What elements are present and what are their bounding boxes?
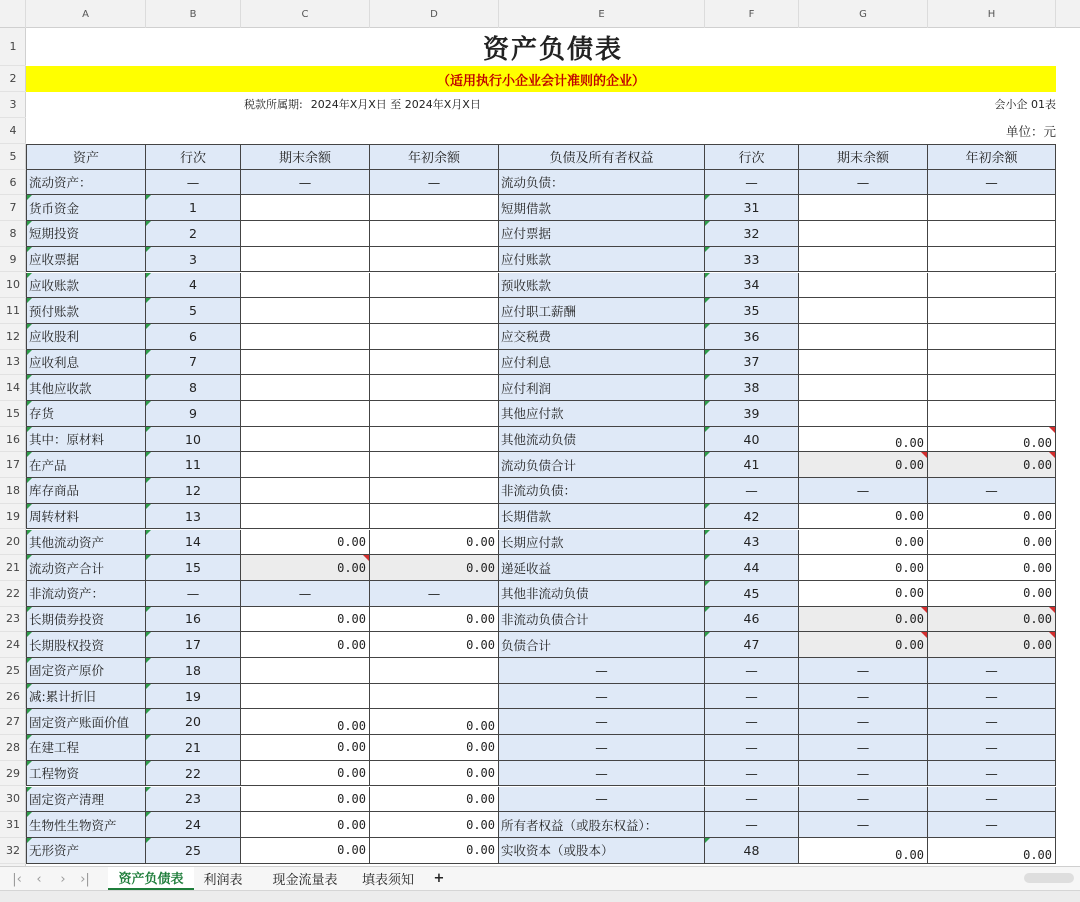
cell-c9[interactable] xyxy=(241,247,370,273)
cell-e27: — xyxy=(499,709,705,735)
cell-c23[interactable]: 0.00 xyxy=(241,607,370,633)
cell-e14: 应付利润 xyxy=(499,375,705,401)
cell-f12: 36 xyxy=(705,324,799,350)
cell-c24[interactable]: 0.00 xyxy=(241,632,370,658)
cell-e29: — xyxy=(499,761,705,787)
cell-c28[interactable]: 0.00 xyxy=(241,735,370,761)
cell-g12[interactable] xyxy=(799,324,928,350)
cell-e10: 预收账款 xyxy=(499,273,705,299)
cell-e25: — xyxy=(499,658,705,684)
cell-g8[interactable] xyxy=(799,221,928,247)
cell-h28[interactable]: — xyxy=(928,735,1056,761)
cell-d29[interactable]: 0.00 xyxy=(370,761,499,787)
select-all-corner[interactable] xyxy=(0,0,26,28)
cell-h18[interactable]: — xyxy=(928,478,1056,504)
row-header-21[interactable]: 21 xyxy=(0,555,26,581)
cell-h26[interactable]: — xyxy=(928,684,1056,710)
cell-g21[interactable]: 0.00 xyxy=(799,555,928,581)
cell-b18: 12 xyxy=(146,478,241,504)
cell-b10: 4 xyxy=(146,273,241,299)
row-header-16[interactable]: 16 xyxy=(0,427,26,453)
cell-f31: — xyxy=(705,812,799,838)
cell-d6[interactable]: — xyxy=(370,170,499,196)
cell-g19[interactable]: 0.00 xyxy=(799,504,928,530)
cell-d17[interactable] xyxy=(370,452,499,478)
cell-b11: 5 xyxy=(146,298,241,324)
cell-f6: — xyxy=(705,170,799,196)
cell-c10[interactable] xyxy=(241,273,370,299)
cell-d7[interactable] xyxy=(370,195,499,221)
cell-b28: 21 xyxy=(146,735,241,761)
cell-a15: 存货 xyxy=(26,401,146,427)
cell-a11: 预付账款 xyxy=(26,298,146,324)
column-header-h[interactable]: H xyxy=(928,0,1056,28)
row-header-10[interactable]: 10 xyxy=(0,273,26,299)
cell-d15[interactable] xyxy=(370,401,499,427)
cell-c6[interactable]: — xyxy=(241,170,370,196)
cell-e17: 流动负债合计 xyxy=(499,452,705,478)
cell-f26: — xyxy=(705,684,799,710)
cell-b31: 24 xyxy=(146,812,241,838)
cell-e15: 其他应付款 xyxy=(499,401,705,427)
cell-h16[interactable]: 0.00 xyxy=(928,427,1056,453)
tax-period xyxy=(244,94,481,114)
cell-a32: 无形资产 xyxy=(26,838,146,864)
cell-f16: 40 xyxy=(705,427,799,453)
cell-h22[interactable]: 0.00 xyxy=(928,581,1056,607)
cell-h20[interactable]: 0.00 xyxy=(928,530,1056,556)
cell-a25: 固定资产原价 xyxy=(26,658,146,684)
row-header-13[interactable]: 13 xyxy=(0,350,26,376)
cell-d25[interactable] xyxy=(370,658,499,684)
cell-a14: 其他应收款 xyxy=(26,375,146,401)
cell-d24[interactable]: 0.00 xyxy=(370,632,499,658)
cell-g28[interactable]: — xyxy=(799,735,928,761)
add-sheet-button[interactable]: + xyxy=(433,871,445,886)
cell-g7[interactable] xyxy=(799,195,928,221)
cell-g32[interactable]: 0.00 xyxy=(799,838,928,864)
cell-f15: 39 xyxy=(705,401,799,427)
row-header-7[interactable]: 7 xyxy=(0,195,26,221)
row-header-20[interactable]: 20 xyxy=(0,530,26,556)
cell-d26[interactable] xyxy=(370,684,499,710)
cell-f8: 32 xyxy=(705,221,799,247)
cell-c21[interactable]: 0.00 xyxy=(241,555,370,581)
row-header-11[interactable]: 11 xyxy=(0,298,26,324)
cell-e30: — xyxy=(499,787,705,813)
cell-b32: 25 xyxy=(146,838,241,864)
cell-a23: 长期债券投资 xyxy=(26,607,146,633)
cell-a16: 其中：原材料 xyxy=(26,427,146,453)
row-header-5[interactable]: 5 xyxy=(0,144,26,170)
cell-a30: 固定资产清理 xyxy=(26,787,146,813)
cell-h31[interactable]: — xyxy=(928,812,1056,838)
tab-income-statement[interactable]: 利润表 xyxy=(203,873,243,888)
cell-c12[interactable] xyxy=(241,324,370,350)
cell-c8[interactable] xyxy=(241,221,370,247)
cell-d18[interactable] xyxy=(370,478,499,504)
cell-d8[interactable] xyxy=(370,221,499,247)
cell-c29[interactable]: 0.00 xyxy=(241,761,370,787)
cell-d23[interactable]: 0.00 xyxy=(370,607,499,633)
header-row-no: 行次 xyxy=(146,144,241,170)
cell-b23: 16 xyxy=(146,607,241,633)
cell-g11[interactable] xyxy=(799,298,928,324)
row-header-17[interactable]: 17 xyxy=(0,452,26,478)
cell-h8[interactable] xyxy=(928,221,1056,247)
cell-c7[interactable] xyxy=(241,195,370,221)
cell-f25: — xyxy=(705,658,799,684)
cell-h11[interactable] xyxy=(928,298,1056,324)
cell-g22[interactable]: 0.00 xyxy=(799,581,928,607)
cell-b6: — xyxy=(146,170,241,196)
cell-g24[interactable]: 0.00 xyxy=(799,632,928,658)
cell-h32[interactable]: 0.00 xyxy=(928,838,1056,864)
cell-b27: 20 xyxy=(146,709,241,735)
horizontal-scrollbar[interactable] xyxy=(1024,873,1074,883)
cell-g10[interactable] xyxy=(799,273,928,299)
row-header-4[interactable]: 4 xyxy=(0,118,26,144)
row-header-9[interactable]: 9 xyxy=(0,247,26,273)
row-header-31[interactable]: 31 xyxy=(0,812,26,838)
cell-b26: 19 xyxy=(146,684,241,710)
cell-h27[interactable]: — xyxy=(928,709,1056,735)
cell-a19: 周转材料 xyxy=(26,504,146,530)
cell-h23[interactable]: 0.00 xyxy=(928,607,1056,633)
sheet-tab-bar xyxy=(0,866,1080,890)
cell-h15[interactable] xyxy=(928,401,1056,427)
status-bar xyxy=(0,890,1080,902)
cell-e20: 长期应付款 xyxy=(499,530,705,556)
cell-a20: 其他流动资产 xyxy=(26,530,146,556)
cell-e16: 其他流动负债 xyxy=(499,427,705,453)
cell-d21[interactable]: 0.00 xyxy=(370,555,499,581)
cell-c27[interactable]: 0.00 xyxy=(241,709,370,735)
cell-e23: 非流动负债合计 xyxy=(499,607,705,633)
cell-a9: 应收票据 xyxy=(26,247,146,273)
cell-a17: 在产品 xyxy=(26,452,146,478)
cell-g26[interactable]: — xyxy=(799,684,928,710)
cell-f30: — xyxy=(705,787,799,813)
cell-e22: 其他非流动负债 xyxy=(499,581,705,607)
cell-h25[interactable]: — xyxy=(928,658,1056,684)
cell-e28: — xyxy=(499,735,705,761)
row-header-bar xyxy=(0,28,26,866)
cell-e18: 非流动负债： xyxy=(499,478,705,504)
row-header-19[interactable]: 19 xyxy=(0,504,26,530)
cell-a24: 长期股权投资 xyxy=(26,632,146,658)
cell-c20[interactable]: 0.00 xyxy=(241,530,370,556)
cell-e31: 所有者权益（或股东权益）： xyxy=(499,812,705,838)
row-header-8[interactable]: 8 xyxy=(0,221,26,247)
cell-g9[interactable] xyxy=(799,247,928,273)
cell-h13[interactable] xyxy=(928,350,1056,376)
cell-d31[interactable]: 0.00 xyxy=(370,812,499,838)
cell-g14[interactable] xyxy=(799,375,928,401)
cell-f21: 44 xyxy=(705,555,799,581)
cell-a22: 非流动资产： xyxy=(26,581,146,607)
header-assets: 资产 xyxy=(26,144,146,170)
cell-c14[interactable] xyxy=(241,375,370,401)
column-header-d[interactable]: D xyxy=(370,0,499,28)
cell-b9: 3 xyxy=(146,247,241,273)
cell-g25[interactable]: — xyxy=(799,658,928,684)
row-header-29[interactable]: 29 xyxy=(0,761,26,787)
header-row-no-2: 行次 xyxy=(705,144,799,170)
cell-f20: 43 xyxy=(705,530,799,556)
cell-c22[interactable]: — xyxy=(241,581,370,607)
cell-a7: 货币资金 xyxy=(26,195,146,221)
column-header-e[interactable]: E xyxy=(499,0,705,28)
column-header-f[interactable]: F xyxy=(705,0,799,28)
cell-e6: 流动负债： xyxy=(499,170,705,196)
cell-h9[interactable] xyxy=(928,247,1056,273)
cell-c19[interactable] xyxy=(241,504,370,530)
header-liabilities-equity: 负债及所有者权益 xyxy=(499,144,705,170)
cell-a31: 生物性生物资产 xyxy=(26,812,146,838)
first-sheet-icon[interactable]: |‹ xyxy=(12,871,22,887)
row-header-25[interactable]: 25 xyxy=(0,658,26,684)
column-header-c[interactable]: C xyxy=(241,0,370,28)
cell-c15[interactable] xyxy=(241,401,370,427)
cell-d30[interactable]: 0.00 xyxy=(370,787,499,813)
header-opening-balance: 年初余额 xyxy=(370,144,499,170)
cell-h6[interactable]: — xyxy=(928,170,1056,196)
cell-f17: 41 xyxy=(705,452,799,478)
cell-d10[interactable] xyxy=(370,273,499,299)
cell-h12[interactable] xyxy=(928,324,1056,350)
cell-e24: 负债合计 xyxy=(499,632,705,658)
cell-e8: 应付票据 xyxy=(499,221,705,247)
header-ending-balance: 期末余额 xyxy=(241,144,370,170)
row-header-14[interactable]: 14 xyxy=(0,375,26,401)
cell-g27[interactable]: — xyxy=(799,709,928,735)
cell-d9[interactable] xyxy=(370,247,499,273)
cell-b21: 15 xyxy=(146,555,241,581)
cell-g29[interactable]: — xyxy=(799,761,928,787)
cell-d13[interactable] xyxy=(370,350,499,376)
cell-f11: 35 xyxy=(705,298,799,324)
cell-h30[interactable]: — xyxy=(928,787,1056,813)
cell-f23: 46 xyxy=(705,607,799,633)
cell-g15[interactable] xyxy=(799,401,928,427)
tax-period-label: 税款所属期: xyxy=(244,98,303,111)
cell-c26[interactable] xyxy=(241,684,370,710)
cell-f32: 48 xyxy=(705,838,799,864)
tab-cash-flow[interactable]: 现金流量表 xyxy=(272,873,338,888)
cell-h10[interactable] xyxy=(928,273,1056,299)
cell-b15: 9 xyxy=(146,401,241,427)
sheet-subtitle: （适用执行小企业会计准则的企业） xyxy=(26,66,1056,92)
cell-c32[interactable]: 0.00 xyxy=(241,838,370,864)
cell-h21[interactable]: 0.00 xyxy=(928,555,1056,581)
cell-a28: 在建工程 xyxy=(26,735,146,761)
cell-c30[interactable]: 0.00 xyxy=(241,787,370,813)
cell-g18[interactable]: — xyxy=(799,478,928,504)
cell-f29: — xyxy=(705,761,799,787)
cell-b12: 6 xyxy=(146,324,241,350)
cell-f10: 34 xyxy=(705,273,799,299)
column-header-bar xyxy=(0,0,1080,28)
cell-f27: — xyxy=(705,709,799,735)
cell-d11[interactable] xyxy=(370,298,499,324)
cell-c11[interactable] xyxy=(241,298,370,324)
cell-g30[interactable]: — xyxy=(799,787,928,813)
cell-g16[interactable]: 0.00 xyxy=(799,427,928,453)
cell-a26: 减:累计折旧 xyxy=(26,684,146,710)
cell-b25: 18 xyxy=(146,658,241,684)
cell-e19: 长期借款 xyxy=(499,504,705,530)
cell-b8: 2 xyxy=(146,221,241,247)
cell-f24: 47 xyxy=(705,632,799,658)
next-sheet-icon[interactable]: › xyxy=(60,871,66,887)
row-header-6[interactable]: 6 xyxy=(0,170,26,196)
cell-d28[interactable]: 0.00 xyxy=(370,735,499,761)
cell-g6[interactable]: — xyxy=(799,170,928,196)
cell-f28: — xyxy=(705,735,799,761)
cell-e11: 应付职工薪酬 xyxy=(499,298,705,324)
cell-g17[interactable]: 0.00 xyxy=(799,452,928,478)
cell-e13: 应付利息 xyxy=(499,350,705,376)
tax-period-value: 2024年X月X日 至 2024年X月X日 xyxy=(310,98,481,111)
row-header-32[interactable]: 32 xyxy=(0,838,26,864)
row-header-15[interactable]: 15 xyxy=(0,401,26,427)
cell-h24[interactable]: 0.00 xyxy=(928,632,1056,658)
cell-h19[interactable]: 0.00 xyxy=(928,504,1056,530)
prev-sheet-icon[interactable]: ‹ xyxy=(36,871,42,887)
cell-f7: 31 xyxy=(705,195,799,221)
cell-b24: 17 xyxy=(146,632,241,658)
column-header-g[interactable]: G xyxy=(799,0,928,28)
row-header-23[interactable]: 23 xyxy=(0,607,26,633)
header-ending-balance-2: 期末余额 xyxy=(799,144,928,170)
cell-b16: 10 xyxy=(146,427,241,453)
form-number: 会小企 01表 xyxy=(994,98,1056,111)
tab-balance-sheet[interactable]: 资产负债表 xyxy=(108,867,194,890)
cell-h29[interactable]: — xyxy=(928,761,1056,787)
cell-b14: 8 xyxy=(146,375,241,401)
cell-d14[interactable] xyxy=(370,375,499,401)
cell-b20: 14 xyxy=(146,530,241,556)
cell-b22: — xyxy=(146,581,241,607)
cell-g13[interactable] xyxy=(799,350,928,376)
cell-c16[interactable] xyxy=(241,427,370,453)
cell-e32: 实收资本（或股本） xyxy=(499,838,705,864)
cell-h14[interactable] xyxy=(928,375,1056,401)
row-header-3[interactable]: 3 xyxy=(0,92,26,118)
cell-g31[interactable]: — xyxy=(799,812,928,838)
cell-b29: 22 xyxy=(146,761,241,787)
cell-d19[interactable] xyxy=(370,504,499,530)
row-header-22[interactable]: 22 xyxy=(0,581,26,607)
cell-d32[interactable]: 0.00 xyxy=(370,838,499,864)
cell-a27: 固定资产账面价值 xyxy=(26,709,146,735)
cell-a18: 库存商品 xyxy=(26,478,146,504)
column-header-b[interactable]: B xyxy=(146,0,241,28)
cell-b17: 11 xyxy=(146,452,241,478)
cell-a21: 流动资产合计 xyxy=(26,555,146,581)
cell-b7: 1 xyxy=(146,195,241,221)
cell-f19: 42 xyxy=(705,504,799,530)
row-header-12[interactable]: 12 xyxy=(0,324,26,350)
row-header-1[interactable]: 1 xyxy=(0,28,26,66)
row-header-24[interactable]: 24 xyxy=(0,632,26,658)
last-sheet-icon[interactable]: ›| xyxy=(80,871,90,887)
currency-unit: 单位：元 xyxy=(1005,124,1056,139)
cell-f9: 33 xyxy=(705,247,799,273)
cell-c17[interactable] xyxy=(241,452,370,478)
row-header-2[interactable]: 2 xyxy=(0,66,26,92)
cell-b30: 23 xyxy=(146,787,241,813)
cell-c18[interactable] xyxy=(241,478,370,504)
cell-d22[interactable]: — xyxy=(370,581,499,607)
cell-f22: 45 xyxy=(705,581,799,607)
cell-e9: 应付账款 xyxy=(499,247,705,273)
cell-a6: 流动资产： xyxy=(26,170,146,196)
balance-sheet-grid xyxy=(26,28,1080,866)
cell-c13[interactable] xyxy=(241,350,370,376)
cell-h17[interactable]: 0.00 xyxy=(928,452,1056,478)
tab-instructions[interactable]: 填表须知 xyxy=(361,873,414,888)
column-header-a[interactable]: A xyxy=(26,0,146,28)
row-header-30[interactable]: 30 xyxy=(0,787,26,813)
cell-b19: 13 xyxy=(146,504,241,530)
sheet-title: 资产负债表 xyxy=(482,34,623,65)
cell-c31[interactable]: 0.00 xyxy=(241,812,370,838)
row-header-28[interactable]: 28 xyxy=(0,735,26,761)
cell-h7[interactable] xyxy=(928,195,1056,221)
cell-f13: 37 xyxy=(705,350,799,376)
cell-a10: 应收账款 xyxy=(26,273,146,299)
cell-e7: 短期借款 xyxy=(499,195,705,221)
cell-e12: 应交税费 xyxy=(499,324,705,350)
row-header-27[interactable]: 27 xyxy=(0,709,26,735)
cell-a8: 短期投资 xyxy=(26,221,146,247)
cell-f14: 38 xyxy=(705,375,799,401)
cell-a13: 应收利息 xyxy=(26,350,146,376)
row-header-18[interactable]: 18 xyxy=(0,478,26,504)
cell-d27[interactable]: 0.00 xyxy=(370,709,499,735)
header-opening-balance-2: 年初余额 xyxy=(928,144,1056,170)
cell-f18: — xyxy=(705,478,799,504)
cell-a29: 工程物资 xyxy=(26,761,146,787)
cell-e21: 递延收益 xyxy=(499,555,705,581)
cell-a12: 应收股利 xyxy=(26,324,146,350)
row-header-26[interactable]: 26 xyxy=(0,684,26,710)
cell-g23[interactable]: 0.00 xyxy=(799,607,928,633)
cell-d20[interactable]: 0.00 xyxy=(370,530,499,556)
cell-c25[interactable] xyxy=(241,658,370,684)
cell-g20[interactable]: 0.00 xyxy=(799,530,928,556)
cell-d12[interactable] xyxy=(370,324,499,350)
cell-d16[interactable] xyxy=(370,427,499,453)
cell-b13: 7 xyxy=(146,350,241,376)
cell-e26: — xyxy=(499,684,705,710)
